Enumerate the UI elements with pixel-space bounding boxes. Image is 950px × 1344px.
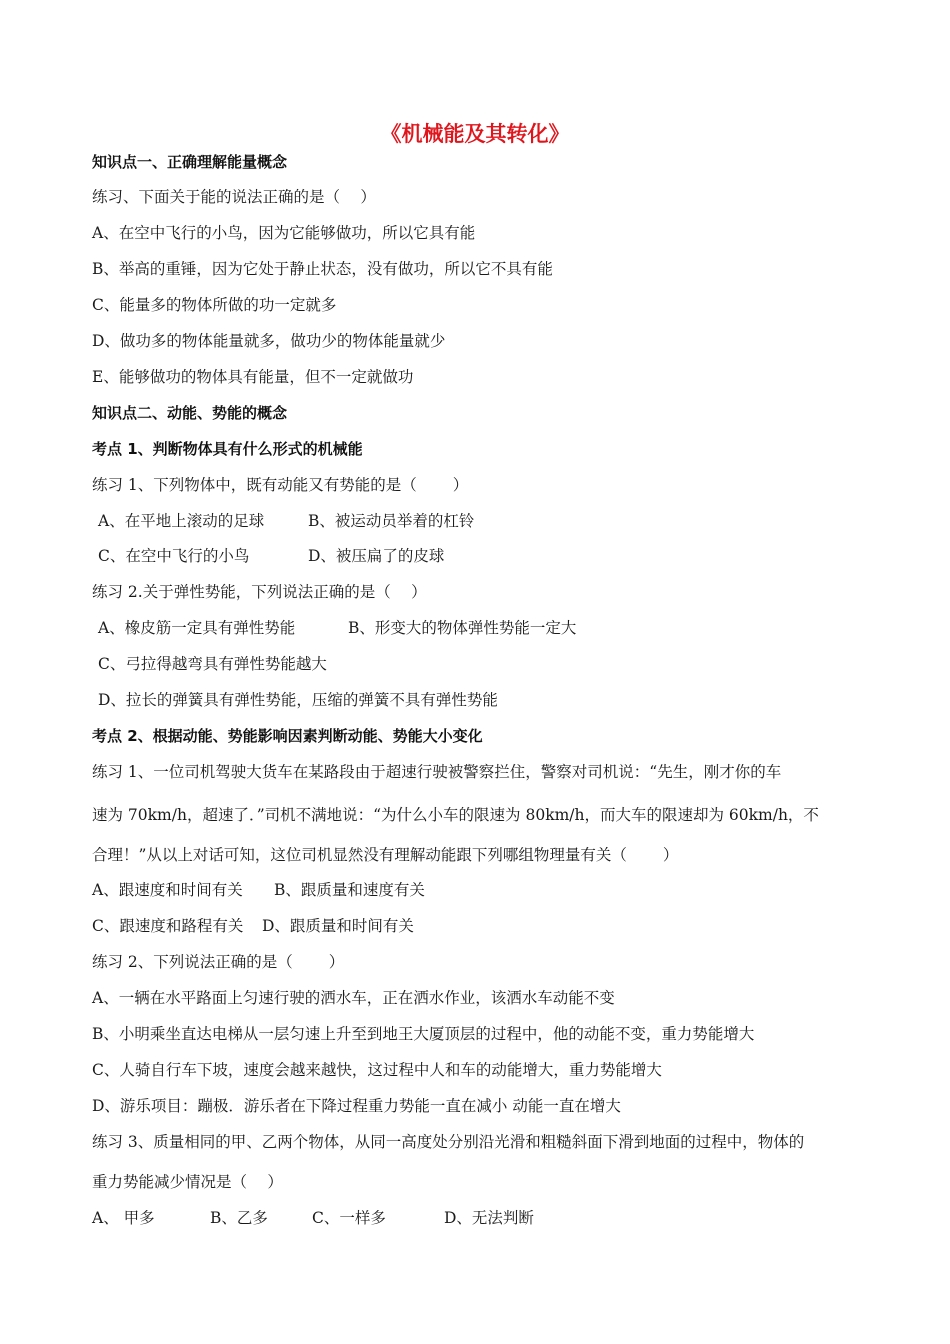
question-text: 练习 3、质量相同的甲、乙两个物体，从同一高度处分别沿光滑和粗糙斜面下滑到地面的过程中，物体的 [92, 1133, 805, 1151]
question-text: 练习 2.关于弹性势能，下列说法正确的是（ ） [92, 583, 427, 601]
answer-option: B、小明乘坐直达电梯从一层匀速上升至到地王大厦顶层的过程中，他的动能不变，重力势能增大 [92, 1025, 755, 1043]
question-text: 练习 1、一位司机驾驶大货车在某路段由于超速行驶被警察拦住，警察对司机说：“先生，刚才你的车 [92, 763, 782, 781]
section-heading: 知识点一、正确理解能量概念 [92, 153, 288, 171]
answer-option: B、被运动员举着的杠铃 [308, 512, 475, 530]
answer-option: A、橡皮筋一定具有弹性势能 [98, 619, 296, 637]
answer-option: D、拉长的弹簧具有弹性势能，压缩的弹簧不具有弹性势能 [98, 691, 498, 709]
answer-option: B、乙多 [210, 1209, 268, 1227]
answer-option: E、能够做功的物体具有能量，但不一定就做功 [92, 368, 414, 386]
question-text: 练习 2、下列说法正确的是（ ） [92, 953, 345, 971]
answer-option: C、人骑自行车下坡，速度会越来越快，这过程中人和车的动能增大，重力势能增大 [92, 1061, 662, 1079]
answer-option: D、被压扁了的皮球 [308, 547, 445, 565]
question-text: 速为 70km/h，超速了．”司机不满地说：“为什么小车的限速为 80km/h，而大车的限速却为 60km/h，不 [92, 806, 819, 824]
question-text: 重力势能减少情况是（ ） [92, 1173, 283, 1191]
question-text: 合理！”从以上对话可知，这位司机显然没有理解动能跟下列哪组物理量有关（ ） [92, 846, 679, 864]
answer-option: D、游乐项目：蹦极．游乐者在下降过程重力势能一直在减小 动能一直在增大 [92, 1097, 621, 1115]
answer-option: B、跟质量和速度有关 [274, 881, 425, 899]
answer-option: B、形变大的物体弹性势能一定大 [348, 619, 577, 637]
answer-option: A、在平地上滚动的足球 [98, 512, 265, 530]
answer-option: C、弓拉得越弯具有弹性势能越大 [98, 655, 327, 673]
question-text: 练习 1、下列物体中，既有动能又有势能的是（ ） [92, 476, 469, 494]
subsection-heading: 考点 1、判断物体具有什么形式的机械能 [92, 440, 363, 458]
answer-option: A、一辆在水平路面上匀速行驶的洒水车，正在洒水作业，该洒水车动能不变 [92, 989, 615, 1007]
answer-option: D、无法判断 [444, 1209, 534, 1227]
answer-option: C、在空中飞行的小鸟 [98, 547, 250, 565]
section-heading: 知识点二、动能、势能的概念 [92, 404, 288, 422]
question-text: 练习、下面关于能的说法正确的是（ ） [92, 188, 376, 206]
document-title: 《机械能及其转化》 [380, 122, 570, 146]
answer-option: C、跟速度和路程有关 [92, 917, 244, 935]
answer-option: C、一样多 [312, 1209, 386, 1227]
answer-option: A、 甲多 [92, 1209, 155, 1227]
subsection-heading: 考点 2、根据动能、势能影响因素判断动能、势能大小变化 [92, 727, 483, 745]
answer-option: D、做功多的物体能量就多，做功少的物体能量就少 [92, 332, 446, 350]
answer-option: B、举高的重锤，因为它处于静止状态，没有做功，所以它不具有能 [92, 260, 553, 278]
answer-option: D、跟质量和时间有关 [262, 917, 414, 935]
answer-option: C、能量多的物体所做的功一定就多 [92, 296, 337, 314]
answer-option: A、跟速度和时间有关 [92, 881, 243, 899]
answer-option: A、在空中飞行的小鸟，因为它能够做功，所以它具有能 [92, 224, 476, 242]
